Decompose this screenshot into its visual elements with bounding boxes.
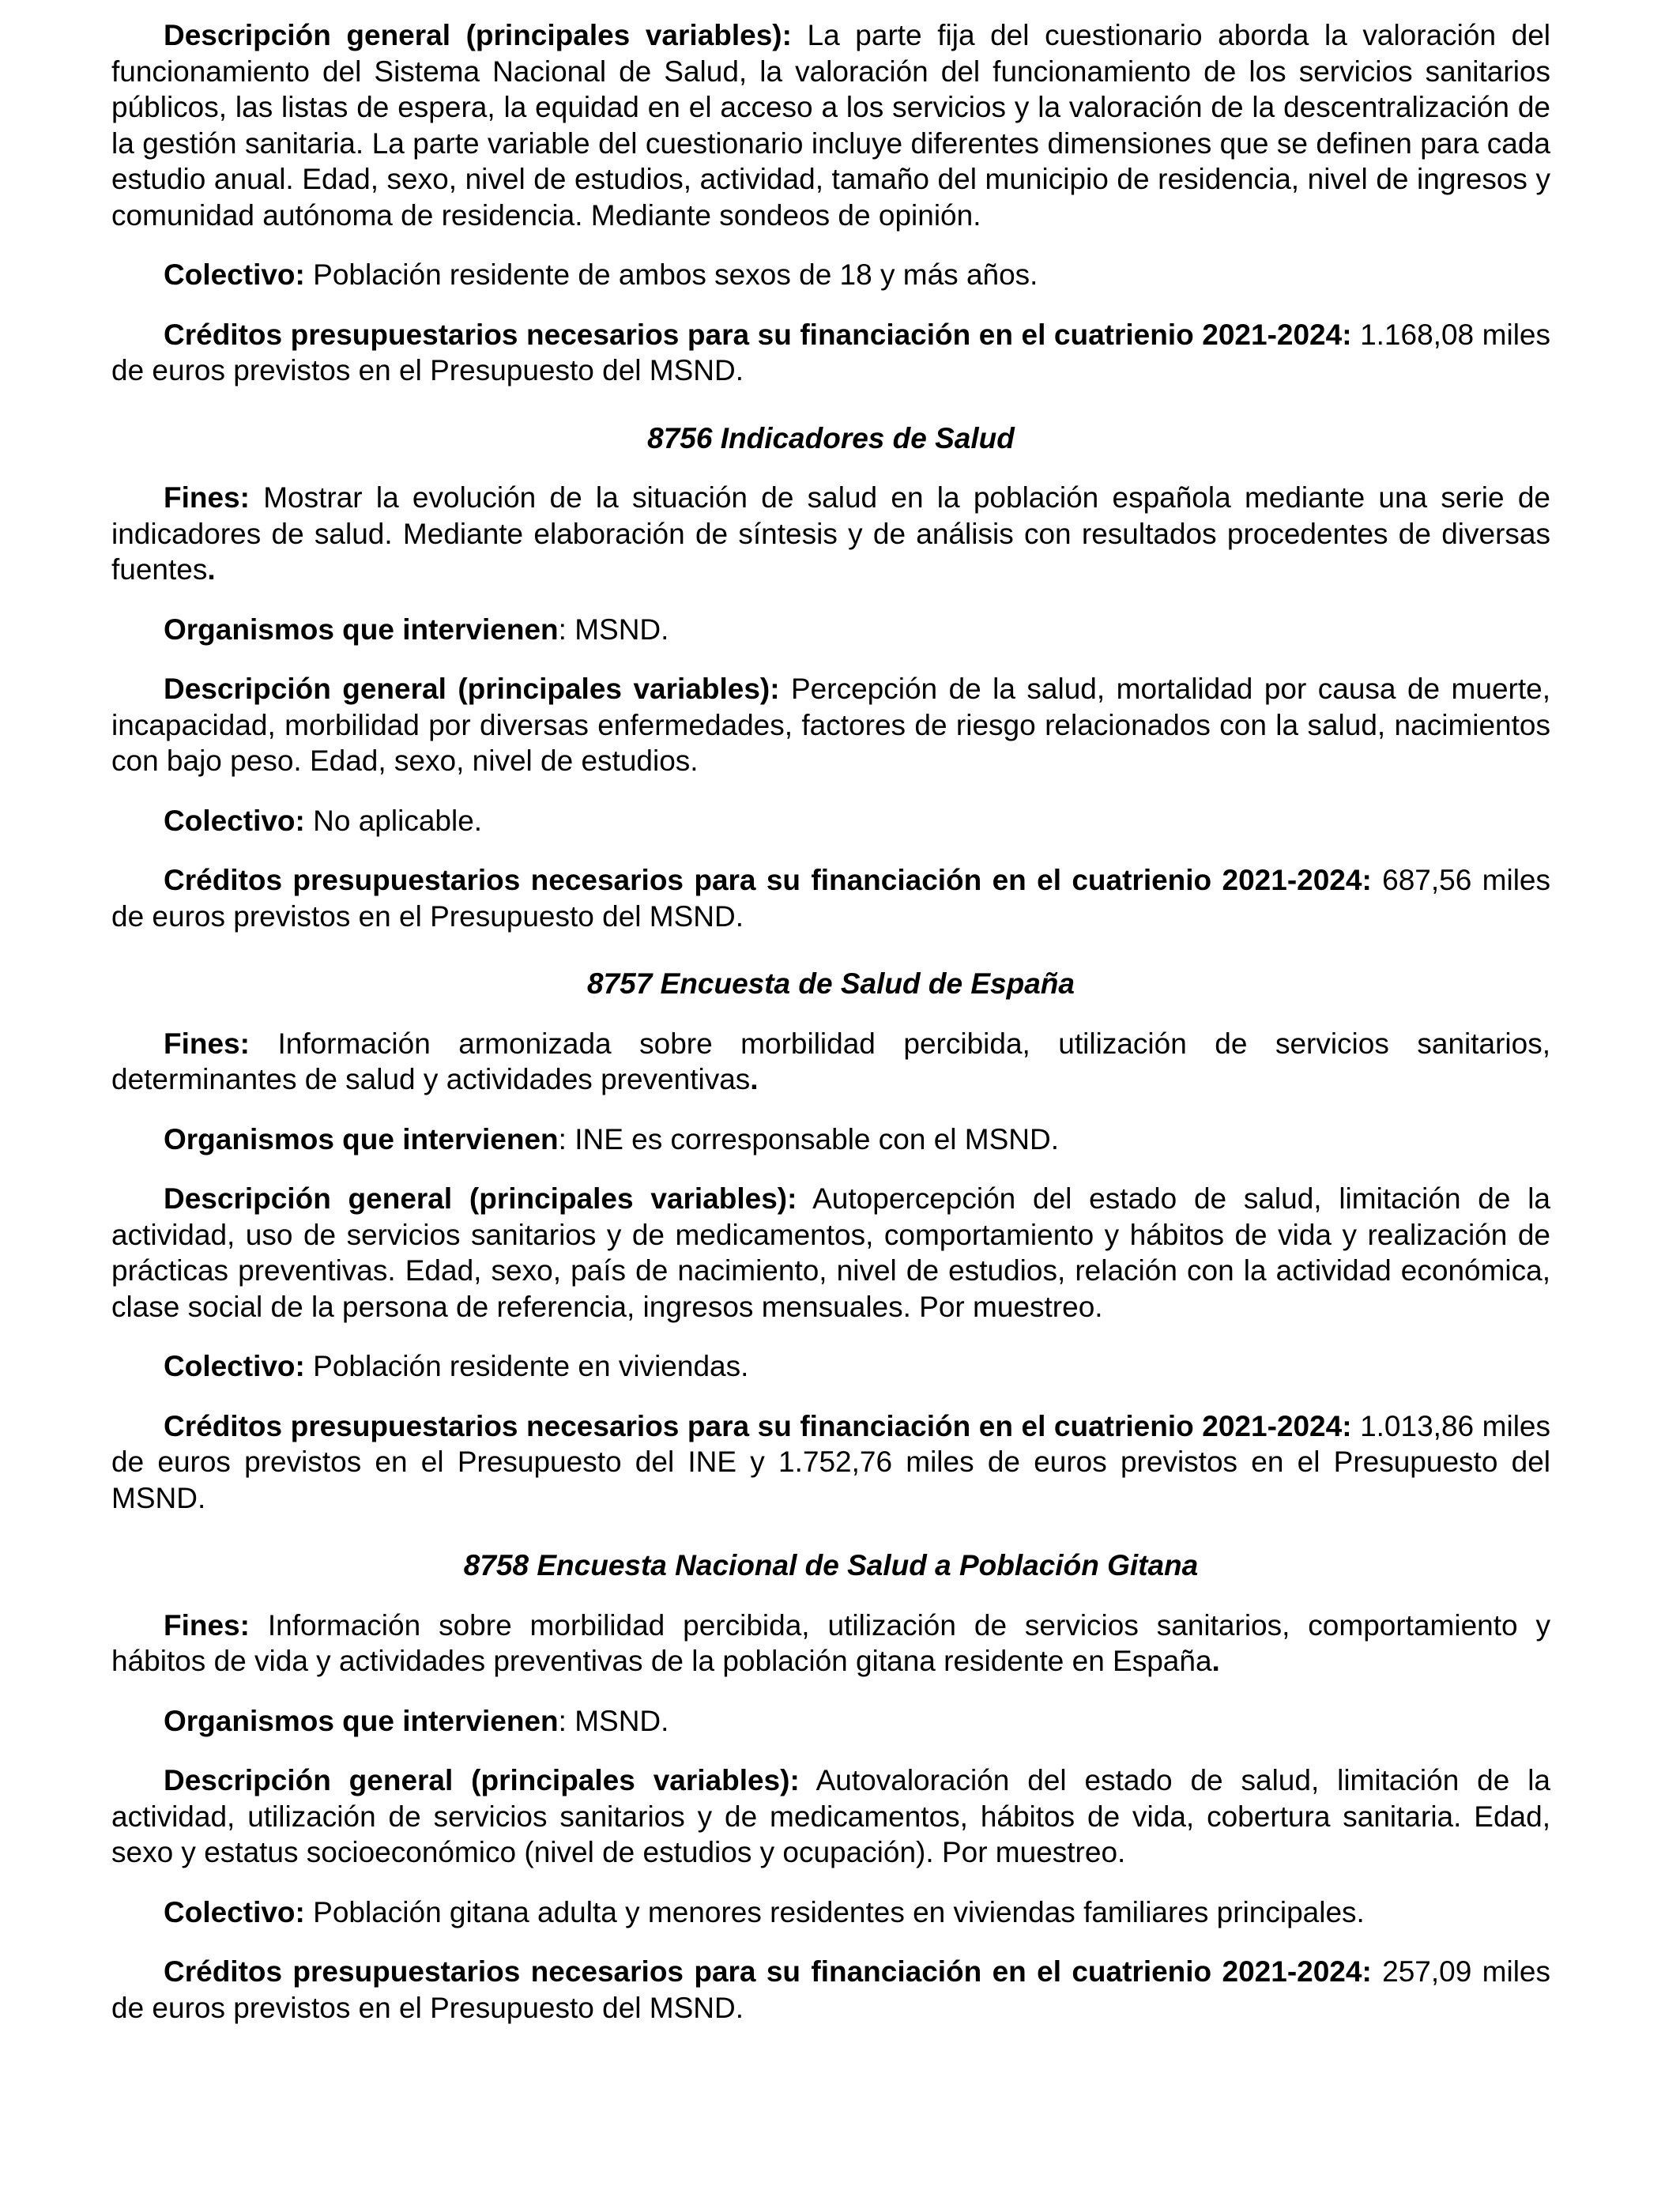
s8758-organismos: [111, 1703, 1550, 1740]
organismos-label: Organismos que intervienen: [164, 1122, 559, 1155]
fines-text: Información sobre morbilidad percibida, utilización de servicios sanitarios, comportamiento y hábitos de vida y actividades preventivas de la población gitana residente en España: [111, 1608, 1550, 1677]
creditos-text: 1.168,08 miles de euros previstos en el Presupuesto del MSND.: [111, 318, 1550, 386]
creditos-text: 257,09 miles de euros previstos en el Presupuesto del MSND.: [111, 1955, 1550, 2024]
section-title-8757: 8757 Encuesta de Salud de España: [587, 967, 1075, 1000]
intro-creditos: [111, 317, 1550, 389]
creditos-label: Créditos presupuestarios necesarios para su financiación en el cuatrienio 2021-2024:: [164, 1955, 1372, 1988]
fines-label: Fines:: [164, 481, 250, 514]
intro-colectivo: [111, 257, 1550, 293]
colectivo-label: Colectivo:: [164, 804, 305, 837]
colectivo-text: Población gitana adulta y menores residentes en viviendas familiares principales.: [304, 1895, 1365, 1928]
descripcion-label: Descripción general (principales variables):: [164, 19, 792, 51]
descripcion-text: Autovaloración del estado de salud, limitación de la actividad, utilización de servicios sanitarios y de medicamentos, hábitos de vida, cobertura sanitaria. Edad, sexo y estatus socioeconómico (nivel de estudios y ocupación). Por muestreo.: [111, 1764, 1551, 1868]
creditos-text: 1.013,86 miles de euros previstos en el Presupuesto del INE y 1.752,76 miles de euros previstos en el Presupuesto del MSND.: [111, 1409, 1550, 1514]
creditos-label: Créditos presupuestarios necesarios para su financiación en el cuatrienio 2021-2024:: [164, 1409, 1352, 1442]
descripcion-label: Descripción general (principales variables):: [164, 673, 780, 705]
fines-end: .: [750, 1063, 759, 1095]
s8756-colectivo: [111, 803, 1550, 839]
descripcion-label: Descripción general (principales variables):: [164, 1182, 797, 1215]
fines-end: .: [1211, 1645, 1220, 1677]
organismos-text: : INE es corresponsable con el MSND.: [558, 1122, 1060, 1155]
s8758-fines: [111, 1608, 1550, 1679]
organismos-text: : MSND.: [558, 1704, 669, 1737]
s8756-creditos: [111, 862, 1550, 934]
creditos-label: Créditos presupuestarios necesarios para su financiación en el cuatrienio 2021-2024:: [164, 318, 1352, 351]
s8758-creditos: [111, 1954, 1550, 2026]
s8757-colectivo: [111, 1348, 1550, 1385]
fines-text: Mostrar la evolución de la situación de salud en la población española mediante una serie de indicadores de salud. Mediante elaboración de síntesis y de análisis con resultados procedentes de diversas fuentes: [111, 481, 1550, 586]
organismos-label: Organismos que intervienen: [164, 613, 559, 646]
section-title-8756: 8756 Indicadores de Salud: [647, 421, 1015, 454]
descripcion-label: Descripción general (principales variables):: [164, 1764, 800, 1796]
colectivo-label: Colectivo:: [164, 1350, 305, 1382]
colectivo-text: Población residente de ambos sexos de 18 y más años.: [304, 258, 1038, 291]
creditos-text: 687,56 miles de euros previstos en el Presupuesto del MSND.: [111, 864, 1550, 933]
colectivo-label: Colectivo:: [164, 1895, 305, 1928]
descripcion-text: Percepción de la salud, mortalidad por causa de muerte, incapacidad, morbilidad por diversas enfermedades, factores de riesgo relacionados con la salud, nacimientos con bajo peso. Edad, sexo, nivel de estudios.: [111, 673, 1550, 777]
fines-text: Información armonizada sobre morbilidad percibida, utilización de servicios sanitarios, determinantes de salud y actividades preventivas: [111, 1027, 1550, 1095]
creditos-label: Créditos presupuestarios necesarios para su financiación en el cuatrienio 2021-2024:: [164, 864, 1372, 896]
descripcion-text: La parte fija del cuestionario aborda la valoración del funcionamiento del Sistema Nacional de Salud, la valoración del funcionamiento de los servicios sanitarios públicos, las listas de espera, la equidad en el acceso a los servicios y la valoración de la descentralización de la gestión sanitaria. La parte variable del cuestionario incluye diferentes dimensiones que se definen para cada estudio anual. Edad, sexo, nivel de estudios, actividad, tamaño del municipio de residencia, nivel de ingresos y comunidad autónoma de residencia. Mediante sondeos de opinión.: [111, 19, 1550, 232]
fines-end: .: [207, 553, 216, 586]
colectivo-label: Colectivo:: [164, 258, 305, 291]
fines-label: Fines:: [164, 1027, 250, 1060]
s8758-colectivo: [111, 1894, 1550, 1931]
descripcion-text: Autopercepción del estado de salud, limitación de la actividad, uso de servicios sanitarios y de medicamentos, comportamiento y hábitos de vida y realización de prácticas preventivas. Edad, sexo, país de nacimiento, nivel de estudios, relación con la actividad económica, clase social de la persona de referencia, ingresos mensuales. Por muestreo.: [111, 1182, 1551, 1323]
organismos-label: Organismos que intervienen: [164, 1704, 559, 1737]
colectivo-text: Población residente en viviendas.: [304, 1350, 749, 1382]
organismos-text: : MSND.: [558, 613, 669, 646]
colectivo-text: No aplicable.: [304, 804, 483, 837]
s8756-fines: [111, 480, 1550, 588]
s8756-organismos: [111, 612, 1550, 648]
s8757-organismos: [111, 1122, 1550, 1158]
fines-label: Fines:: [164, 1608, 250, 1642]
s8757-descripcion: [111, 1181, 1550, 1325]
intro-descripcion: [111, 17, 1550, 233]
section-title-8758: 8758 Encuesta Nacional de Salud a Población Gitana: [463, 1549, 1199, 1581]
s8757-creditos: [111, 1408, 1550, 1517]
s8758-descripcion: [111, 1762, 1550, 1871]
s8756-descripcion: [111, 671, 1550, 779]
s8757-fines: [111, 1026, 1550, 1098]
